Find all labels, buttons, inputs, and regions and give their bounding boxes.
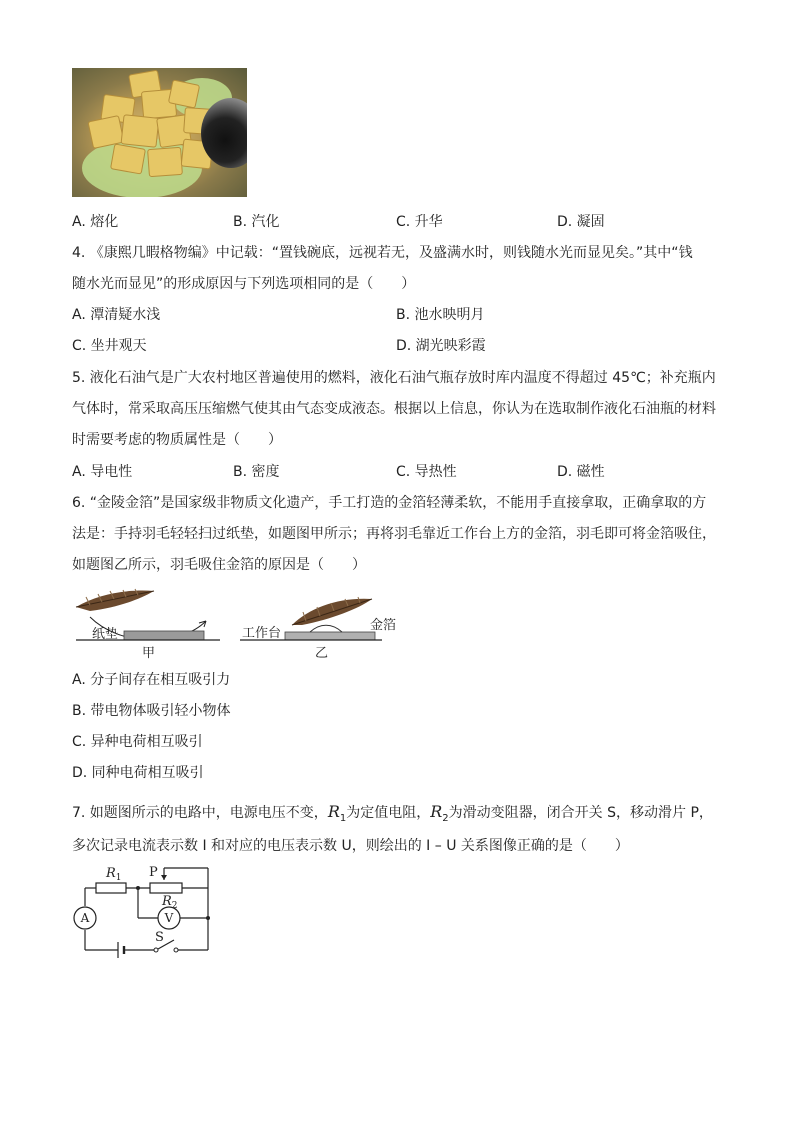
label-voltmeter: V	[164, 911, 174, 925]
q4-option-b: B. 池水映明月	[396, 307, 485, 323]
q6-option-c: C. 异种电荷相互吸引	[72, 734, 203, 750]
label-paper-pad: 纸垫	[92, 627, 119, 642]
q7-stem-part-b: 为定值电阻，	[346, 805, 431, 821]
q4-option-c: C. 坐井观天	[72, 338, 147, 354]
q4-stem-line2: 随水光而显见”的形成原因与下列选项相同的是（ ）	[72, 276, 416, 292]
resistor-r1	[96, 883, 126, 893]
q6-stem-line1: 6. “金陵金箔”是国家级非物质文化遗产，手工打造的金箔轻薄柔软，不能用手直接拿取，正确拿取的方	[72, 495, 707, 511]
slider-arrow-icon	[161, 875, 167, 880]
q5-stem-line3: 时需要考虑的物质属性是（ ）	[72, 432, 282, 448]
feather-icon-yi	[292, 597, 372, 625]
q5-option-b: B. 密度	[233, 464, 280, 480]
paper-pad	[124, 631, 204, 640]
label-switch: S	[155, 930, 164, 945]
q3-option-d: D. 凝固	[557, 214, 605, 230]
q3-option-a: A. 熔化	[72, 214, 119, 230]
q7-circuit-diagram	[72, 860, 217, 965]
label-jia: 甲	[142, 646, 156, 661]
q6-option-d: D. 同种电荷相互吸引	[72, 765, 204, 781]
label-p: P	[149, 865, 158, 880]
switch-pivot	[154, 948, 158, 952]
label-r1: $R_1$	[106, 866, 122, 883]
q3-option-b: B. 汽化	[233, 214, 280, 230]
rheostat-r2	[150, 883, 182, 893]
q7-r2-symbol: R	[430, 802, 443, 821]
q5-option-d: D. 磁性	[557, 464, 605, 480]
q7-r1-sub: 1	[339, 812, 347, 824]
label-gold-foil: 金箔	[370, 618, 397, 633]
q6-option-b: B. 带电物体吸引轻小物体	[72, 703, 231, 719]
label-work-table: 工作台	[242, 626, 282, 641]
q6-figure	[70, 585, 410, 665]
q7-stem-part-c: 为滑动变阻器，闭合开关 S，移动滑片 P，	[448, 805, 713, 821]
q6-stem-line2: 法是：手持羽毛轻轻扫过纸垫，如题图甲所示；再将羽毛靠近工作台上方的金箔，羽毛即可将金箔吸住，	[72, 526, 716, 542]
q5-option-c: C. 导热性	[396, 464, 457, 480]
q7-r1-symbol: R	[327, 802, 340, 821]
q5-stem-line2: 气体时，常采取高压压缩燃气使其由气态变成液态。根据以上信息，你认为在选取制作液化石油瓶的材料	[72, 401, 716, 417]
q7-stem-line2: 多次记录电流表示数 I 和对应的电压表示数 U，则绘出的 I – U 关系图像正确的是（ ）	[72, 838, 629, 854]
q6-option-a: A. 分子间存在相互吸引力	[72, 672, 231, 688]
q5-option-a: A. 导电性	[72, 464, 133, 480]
q3-option-c: C. 升华	[396, 214, 443, 230]
q7-stem-line1	[72, 802, 713, 829]
label-ammeter: A	[80, 911, 90, 925]
q4-option-d: D. 湖光映彩霞	[396, 338, 486, 354]
work-table	[285, 632, 375, 640]
feather-icon-jia	[76, 589, 154, 611]
q4-option-a: A. 潭清疑水浅	[72, 307, 161, 323]
label-r2: $R_2$	[162, 894, 178, 911]
gold-foil	[310, 625, 342, 632]
q5-stem-line1: 5. 液化石油气是广大农村地区普遍使用的燃料，液化石油气瓶存放时库内温度不得超过 45℃；补充瓶内	[72, 370, 716, 386]
q4-stem-line1: 4. 《康熙几暇格物编》中记载：“置钱碗底，远视若无，及盛满水时，则钱随水光而显见矣。”其中“钱	[72, 245, 693, 261]
q6-stem-line3: 如题图乙所示，羽毛吸住金箔的原因是（ ）	[72, 557, 366, 573]
fried-tofu-photo	[72, 68, 247, 197]
q7-stem-part-a: 7. 如题图所示的电路中，电源电压不变，	[72, 805, 328, 821]
q7-r2-sub: 2	[442, 812, 449, 824]
label-yi: 乙	[315, 646, 329, 661]
